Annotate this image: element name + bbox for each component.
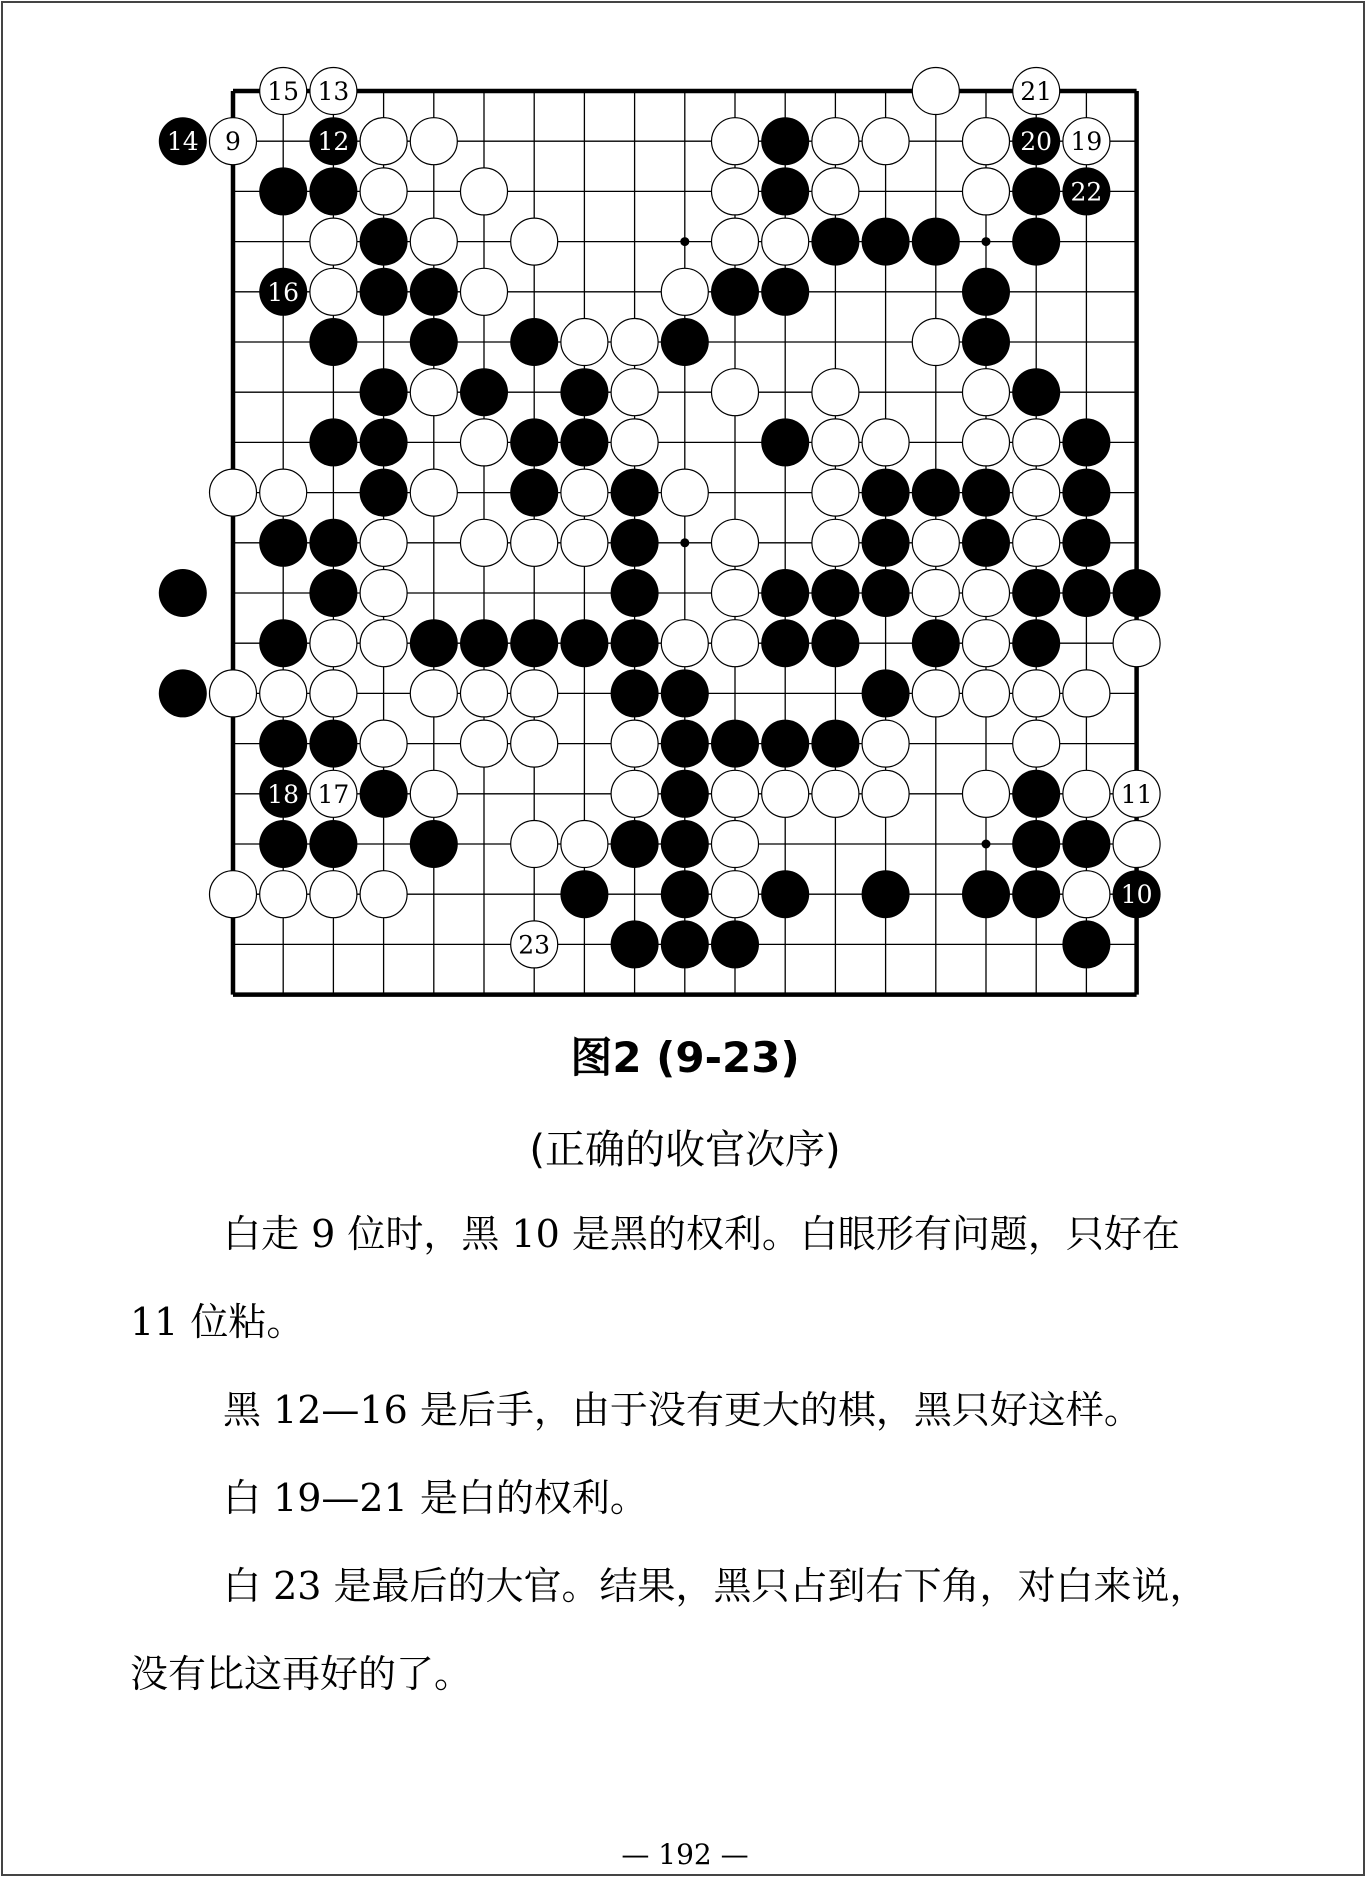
- commentary-paragraph-4: [130, 1542, 1238, 1718]
- black-stone: [1012, 368, 1060, 416]
- black-stone: [862, 218, 910, 266]
- white-stone: [611, 319, 658, 366]
- black-stone: [811, 720, 859, 768]
- black-stone: [560, 870, 608, 918]
- white-stone: [762, 218, 809, 265]
- white-stone: [410, 670, 457, 717]
- white-stone: [1013, 519, 1060, 566]
- white-stone: [963, 168, 1010, 215]
- black-stone: [1012, 569, 1060, 617]
- white-stone: [360, 720, 407, 767]
- move-number: 20: [1020, 127, 1053, 157]
- white-stone: [410, 218, 457, 265]
- white-stone: [461, 168, 508, 215]
- figure-subtitle: (正确的收官次序): [529, 1127, 841, 1173]
- numbered-stone: [511, 921, 558, 968]
- move-number: 16: [267, 277, 300, 307]
- black-stone: [309, 519, 357, 567]
- white-stone: [862, 720, 909, 767]
- black-stone: [1062, 569, 1110, 617]
- black-stone: [761, 619, 809, 667]
- black-stone: [560, 368, 608, 416]
- black-stone: [410, 268, 458, 316]
- black-stone: [761, 117, 809, 165]
- move-number: 23: [518, 930, 551, 960]
- black-stone: [259, 619, 307, 667]
- black-stone: [510, 619, 558, 667]
- white-stone: [360, 118, 407, 165]
- white-stone: [812, 118, 859, 165]
- black-stone: [862, 519, 910, 567]
- white-stone: [511, 519, 558, 566]
- commentary-paragraph-3: [130, 1454, 1238, 1542]
- white-stone: [260, 469, 307, 516]
- white-stone: [712, 620, 759, 667]
- black-stone: [912, 619, 960, 667]
- white-stone: [511, 218, 558, 265]
- black-stone: [360, 268, 408, 316]
- black-stone: [1062, 820, 1110, 868]
- numbered-stone: [210, 118, 257, 165]
- white-stone: [712, 821, 759, 868]
- white-stone: [360, 519, 407, 566]
- black-stone: [962, 870, 1010, 918]
- black-stone: [661, 318, 709, 366]
- numbered-stone: [259, 770, 307, 818]
- black-stone: [962, 318, 1010, 366]
- white-stone: [912, 68, 959, 115]
- move-number: 15: [267, 77, 300, 106]
- numbered-stone: [1013, 68, 1060, 115]
- commentary-paragraph-1: [130, 1190, 1238, 1366]
- white-stone: [461, 519, 508, 566]
- white-stone: [561, 519, 608, 566]
- white-stone: [360, 570, 407, 617]
- move-number: 18: [267, 779, 300, 809]
- numbered-stone: [159, 117, 207, 165]
- numbered-stone: [1113, 770, 1160, 817]
- numbered-stone: [1062, 167, 1110, 215]
- black-stone: [761, 418, 809, 466]
- black-stone: [510, 418, 558, 466]
- white-stone: [1063, 670, 1110, 717]
- black-stone: [1062, 519, 1110, 567]
- white-stone: [812, 519, 859, 566]
- white-stone: [1013, 670, 1060, 717]
- black-stone: [761, 870, 809, 918]
- numbered-stone: [1063, 118, 1110, 165]
- black-stone: [661, 920, 709, 968]
- white-stone: [561, 319, 608, 366]
- star-point: [680, 237, 689, 246]
- white-stone: [862, 118, 909, 165]
- black-stone: [611, 920, 659, 968]
- move-number: 19: [1070, 127, 1103, 157]
- page-number: — 192 —: [621, 1838, 749, 1871]
- black-stone: [1012, 820, 1060, 868]
- black-stone: [309, 418, 357, 466]
- white-stone: [912, 570, 959, 617]
- white-stone: [812, 168, 859, 215]
- white-stone: [260, 871, 307, 918]
- white-stone: [812, 469, 859, 516]
- white-stone: [661, 469, 708, 516]
- move-number: 9: [225, 127, 241, 157]
- white-stone: [461, 670, 508, 717]
- black-stone: [862, 870, 910, 918]
- black-stone: [862, 469, 910, 517]
- white-stone: [461, 268, 508, 315]
- white-stone: [712, 871, 759, 918]
- black-stone: [661, 870, 709, 918]
- white-stone: [963, 419, 1010, 466]
- black-stone: [711, 920, 759, 968]
- numbered-stone: [259, 268, 307, 316]
- black-stone: [259, 519, 307, 567]
- white-stone: [310, 218, 357, 265]
- white-stone: [963, 670, 1010, 717]
- white-stone: [712, 168, 759, 215]
- black-stone: [309, 569, 357, 617]
- white-stone: [410, 369, 457, 416]
- numbered-stone: [1113, 870, 1161, 918]
- white-stone: [912, 319, 959, 366]
- black-stone: [862, 669, 910, 717]
- black-stone: [611, 820, 659, 868]
- black-stone: [460, 619, 508, 667]
- white-stone: [912, 519, 959, 566]
- paragraph-text: 黑 12—16 是后手，由于没有更大的棋，黑只好这样。: [223, 1388, 1142, 1432]
- white-stone: [611, 369, 658, 416]
- black-stone: [1012, 167, 1060, 215]
- black-stone: [611, 569, 659, 617]
- black-stone: [661, 669, 709, 717]
- white-stone: [210, 871, 257, 918]
- black-stone: [560, 418, 608, 466]
- black-stone: [962, 519, 1010, 567]
- black-stone: [761, 720, 809, 768]
- white-stone: [360, 168, 407, 215]
- black-stone: [360, 368, 408, 416]
- black-stone: [1062, 920, 1110, 968]
- white-stone: [561, 469, 608, 516]
- black-stone: [962, 268, 1010, 316]
- numbered-stone: [309, 117, 357, 165]
- star-point: [680, 538, 689, 547]
- white-stone: [410, 770, 457, 817]
- black-stone: [962, 469, 1010, 517]
- white-stone: [511, 670, 558, 717]
- black-stone: [761, 569, 809, 617]
- white-stone: [461, 720, 508, 767]
- black-stone: [611, 669, 659, 717]
- white-stone: [812, 369, 859, 416]
- black-stone: [811, 619, 859, 667]
- white-stone: [210, 469, 257, 516]
- white-stone: [1013, 469, 1060, 516]
- white-stone: [611, 419, 658, 466]
- move-number: 13: [317, 77, 350, 106]
- white-stone: [1013, 720, 1060, 767]
- stones: [159, 68, 1161, 969]
- white-stone: [310, 871, 357, 918]
- black-stone: [1012, 619, 1060, 667]
- white-stone: [812, 770, 859, 817]
- paragraph-text: 白走 9 位时，黑 10 是黑的权利。白眼形有问题，只好在 11 位粘。: [130, 1212, 1180, 1344]
- black-stone: [360, 418, 408, 466]
- black-stone: [1012, 870, 1060, 918]
- black-stone: [711, 720, 759, 768]
- numbered-stone: [1012, 117, 1060, 165]
- black-stone: [159, 669, 207, 717]
- black-stone: [259, 820, 307, 868]
- black-stone: [410, 820, 458, 868]
- white-stone: [461, 419, 508, 466]
- black-stone: [611, 519, 659, 567]
- numbered-stone: [310, 770, 357, 817]
- white-stone: [661, 620, 708, 667]
- white-stone: [1063, 770, 1110, 817]
- black-stone: [309, 318, 357, 366]
- white-stone: [862, 770, 909, 817]
- white-stone: [410, 469, 457, 516]
- black-stone: [159, 569, 207, 617]
- white-stone: [611, 720, 658, 767]
- black-stone: [912, 469, 960, 517]
- white-stone: [511, 720, 558, 767]
- numbered-stone: [310, 68, 357, 115]
- move-number: 10: [1120, 880, 1153, 910]
- black-stone: [360, 770, 408, 818]
- white-stone: [410, 118, 457, 165]
- black-stone: [761, 268, 809, 316]
- white-stone: [762, 770, 809, 817]
- black-stone: [1062, 469, 1110, 517]
- white-stone: [310, 670, 357, 717]
- black-stone: [1012, 218, 1060, 266]
- move-number: 21: [1020, 77, 1053, 106]
- white-stone: [862, 419, 909, 466]
- black-stone: [661, 820, 709, 868]
- black-stone: [309, 720, 357, 768]
- white-stone: [310, 620, 357, 667]
- white-stone: [712, 519, 759, 566]
- paragraph-text: 白 19—21 是白的权利。: [223, 1476, 648, 1520]
- black-stone: [309, 167, 357, 215]
- move-number: 17: [317, 779, 350, 809]
- white-stone: [360, 871, 407, 918]
- black-stone: [259, 167, 307, 215]
- black-stone: [661, 770, 709, 818]
- star-point: [982, 237, 991, 246]
- white-stone: [812, 419, 859, 466]
- black-stone: [510, 318, 558, 366]
- white-stone: [712, 369, 759, 416]
- numbered-stone: [260, 68, 307, 115]
- commentary-paragraph-2: [130, 1366, 1238, 1454]
- black-stone: [360, 469, 408, 517]
- white-stone: [912, 670, 959, 717]
- white-stone: [712, 118, 759, 165]
- white-stone: [661, 268, 708, 315]
- black-stone: [1012, 770, 1060, 818]
- white-stone: [963, 620, 1010, 667]
- white-stone: [1113, 620, 1160, 667]
- white-stone: [1113, 821, 1160, 868]
- white-stone: [260, 670, 307, 717]
- white-stone: [561, 821, 608, 868]
- move-number: 12: [317, 127, 350, 157]
- black-stone: [1062, 418, 1110, 466]
- white-stone: [712, 218, 759, 265]
- black-stone: [611, 619, 659, 667]
- figure-title: 图2 (9-23): [570, 1033, 800, 1082]
- white-stone: [310, 268, 357, 315]
- move-number: 14: [166, 127, 199, 157]
- black-stone: [611, 469, 659, 517]
- black-stone: [560, 619, 608, 667]
- white-stone: [963, 369, 1010, 416]
- white-stone: [963, 570, 1010, 617]
- white-stone: [1063, 871, 1110, 918]
- black-stone: [761, 167, 809, 215]
- black-stone: [460, 368, 508, 416]
- white-stone: [963, 770, 1010, 817]
- white-stone: [611, 770, 658, 817]
- white-stone: [712, 570, 759, 617]
- black-stone: [1113, 569, 1161, 617]
- black-stone: [259, 720, 307, 768]
- star-point: [982, 840, 991, 849]
- white-stone: [712, 770, 759, 817]
- black-stone: [912, 218, 960, 266]
- black-stone: [360, 218, 408, 266]
- white-stone: [360, 620, 407, 667]
- move-number: 22: [1070, 177, 1103, 207]
- black-stone: [510, 469, 558, 517]
- black-stone: [711, 268, 759, 316]
- white-stone: [511, 821, 558, 868]
- black-stone: [410, 619, 458, 667]
- black-stone: [410, 318, 458, 366]
- black-stone: [309, 820, 357, 868]
- move-number: 11: [1120, 779, 1153, 809]
- paragraph-text: 白 23 是最后的大官。结果，黑只占到右下角，对白来说，没有比这再好的了。: [130, 1564, 1208, 1696]
- white-stone: [963, 118, 1010, 165]
- black-stone: [811, 218, 859, 266]
- black-stone: [862, 569, 910, 617]
- black-stone: [811, 569, 859, 617]
- white-stone: [210, 670, 257, 717]
- white-stone: [1013, 419, 1060, 466]
- black-stone: [661, 720, 709, 768]
